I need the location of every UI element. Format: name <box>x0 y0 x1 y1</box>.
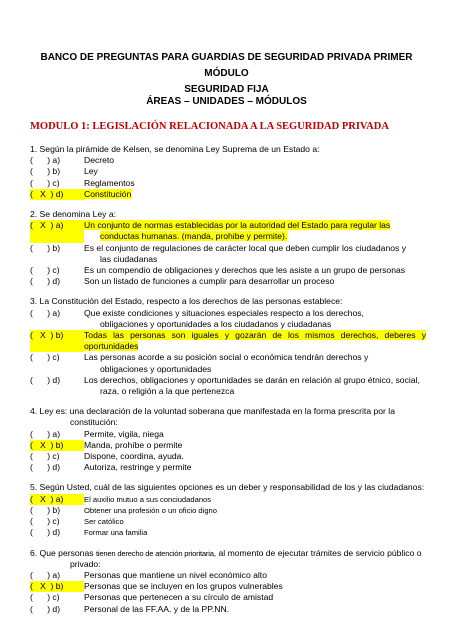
option-marker: ( ) b) <box>30 242 61 253</box>
option-a <box>30 155 426 166</box>
areas-subtitle: ÁREAS – UNIDADES – MÓDULOS <box>146 96 307 107</box>
option-marker: ( ) d) <box>30 374 61 385</box>
option-marker: ( ) a) <box>30 155 61 166</box>
option-a <box>30 308 426 330</box>
answer-marker: ( X ) b) <box>30 440 84 451</box>
option-text-wrap <box>84 330 426 352</box>
document-title <box>20 50 433 98</box>
option-marker: ( ) c) <box>30 451 60 462</box>
option-d <box>30 527 426 538</box>
question-text-cont: privado: <box>70 558 101 569</box>
option-marker: ( ) b) <box>30 504 61 515</box>
answer-marker: ( X ) b) <box>30 581 84 592</box>
option-text-wrap <box>84 375 426 397</box>
option-text: Dispone, coordina, ayuda. <box>84 451 184 462</box>
option-text: Ley <box>84 166 98 177</box>
question-6 <box>30 548 426 615</box>
answer-text: Constitución <box>84 188 132 199</box>
option-text-wrap <box>84 220 426 242</box>
answer-marker: ( X ) a) <box>30 220 84 242</box>
option-text-wrap <box>84 189 426 200</box>
option-marker: ( ) d) <box>30 276 61 287</box>
option-b <box>30 505 426 516</box>
option-marker: ( ) a) <box>30 428 61 439</box>
option-text: Son un listado de funciones a cumplir para desarrollar un proceso <box>84 276 335 287</box>
option-d-correct <box>30 189 426 200</box>
option-text: Personal de las FF.AA. y de la PP.NN. <box>84 603 230 614</box>
option-text: Formar una familia <box>84 528 148 538</box>
option-text: Reglamentos <box>84 177 135 188</box>
option-text-cont: las ciudadanas <box>100 253 158 264</box>
option-text-cont: raza, o religión a la que pertenezca <box>100 386 235 397</box>
option-marker: ( ) b) <box>30 166 61 177</box>
option-marker: ( ) a) <box>30 307 61 318</box>
option-c <box>30 352 426 374</box>
answer-text-cont <box>84 231 426 242</box>
option-a-correct <box>30 494 426 505</box>
option-a <box>30 570 426 581</box>
option-text-wrap <box>84 308 426 330</box>
answer-marker: ( X ) b) <box>30 330 84 352</box>
option-c <box>30 265 426 276</box>
option-text: Los derechos, obligaciones y oportunidades se darán en relación al grupo étnico, social, <box>84 374 420 385</box>
question-3 <box>30 296 426 397</box>
option-marker: ( ) d) <box>30 527 61 538</box>
option-d <box>30 604 426 615</box>
option-text-wrap <box>84 352 426 374</box>
answer-marker: ( X ) a) <box>30 494 84 505</box>
option-marker: ( ) c) <box>30 352 60 363</box>
option-c <box>30 178 426 189</box>
option-d <box>30 462 426 473</box>
option-text: Manda, prohíbe o permite <box>84 439 183 450</box>
question-4 <box>30 406 426 473</box>
answer-text-cont-hl: conductas humanas. (manda, prohibe y permite). <box>100 231 288 242</box>
option-text: Decreto <box>84 155 115 166</box>
option-b-correct <box>30 440 426 451</box>
option-text: Personas que mantiene un nivel económico alto <box>84 569 267 580</box>
option-text: Permite, vigila, niega <box>84 428 164 439</box>
option-marker: ( ) c) <box>30 516 60 527</box>
question-2 <box>30 209 426 287</box>
option-d <box>30 276 426 287</box>
option-c <box>30 516 426 527</box>
option-marker: ( ) d) <box>30 603 61 614</box>
question-text: 3. La Constitución del Estado, respecto a los derechos de las personas establece: <box>30 296 343 307</box>
option-text: Obtener una profesión o un oficio digno <box>84 505 217 515</box>
option-text: Autoriza, restringe y permite <box>84 462 192 473</box>
option-c <box>30 592 426 603</box>
question-5 <box>30 482 426 538</box>
question-text: 5. Según Usted, cuál de las siguientes opciones es un deber y responsabilidad de los y las ciudadanos: <box>30 482 425 493</box>
option-text-wrap <box>84 243 426 265</box>
option-text: Personas que pertenecen a su círculo de amistad <box>84 592 274 603</box>
option-a <box>30 429 426 440</box>
question-text-post: , al momento de ejecutar trámites de servicio público o <box>213 547 422 558</box>
question-text <box>30 548 426 570</box>
option-c <box>30 451 426 462</box>
option-text-cont: obligaciones y oportunidades <box>100 363 212 374</box>
question-text <box>30 406 426 428</box>
module-heading: MODULO 1: LEGISLACIÓN RELACIONADA A LA SEGURIDAD PRIVADA <box>30 121 389 132</box>
question-text-cont: constitución: <box>70 417 118 428</box>
answer-marker: ( X ) d) <box>30 189 84 200</box>
option-text: Ser católico <box>84 517 124 527</box>
option-b <box>30 243 426 265</box>
answer-text: Un conjunto de normas establecidas por la autoridad del Estado para regular las <box>84 220 391 231</box>
title-line-1: BANCO DE PREGUNTAS PARA GUARDIAS DE SEGURIDAD PRIVADA PRIMER MÓDULO <box>40 52 413 79</box>
title-line-2: SEGURIDAD FIJA <box>184 84 269 95</box>
option-text: Personas que se incluyen en los grupos vulnerables <box>84 581 283 592</box>
question-list <box>30 144 426 624</box>
option-text: Es un compendio de obligaciones y derechos que les asiste a un grupo de personas <box>84 265 406 276</box>
question-text-mid: tienen derecho de atención prioritaria <box>95 548 214 558</box>
option-text: Las personas acorde a su posición social o económica tendrán derechos y <box>84 352 369 363</box>
option-marker: ( ) d) <box>30 462 61 473</box>
option-marker: ( ) c) <box>30 592 60 603</box>
option-marker: ( ) c) <box>30 177 60 188</box>
question-1 <box>30 144 426 200</box>
option-text: Es el conjunto de regulaciones de carácter local que deben cumplir los ciudadanos y <box>84 242 406 253</box>
option-b-correct <box>30 330 426 352</box>
question-text-line: 4. Ley es: una declaración de la voluntad soberana que manifestada en la forma prescrita por la <box>30 406 395 417</box>
option-a-correct <box>30 220 426 242</box>
option-b <box>30 166 426 177</box>
answer-text: Todas las personas son iguales y gozarán de los mismos derechos, deberes y oportunidades <box>84 330 426 352</box>
option-marker: ( ) a) <box>30 569 61 580</box>
option-d <box>30 375 426 397</box>
option-text: El auxilio mutuo a sus conciudadanos <box>84 494 212 504</box>
question-text-pre: 6. Que personas <box>30 547 96 558</box>
option-b-correct <box>30 581 426 592</box>
question-text: 2. Se denomina Ley a: <box>30 209 116 220</box>
option-text: Que existe condiciones y situaciones especiales respecto a los derechos, <box>84 307 364 318</box>
question-text: 1. Según la pirámide de Kelsen, se denomina Ley Suprema de un Estado a: <box>30 144 320 154</box>
option-text-cont: obligaciones y oportunidades a los ciudadanos y ciudadanas <box>100 318 332 329</box>
option-marker: ( ) c) <box>30 265 60 276</box>
